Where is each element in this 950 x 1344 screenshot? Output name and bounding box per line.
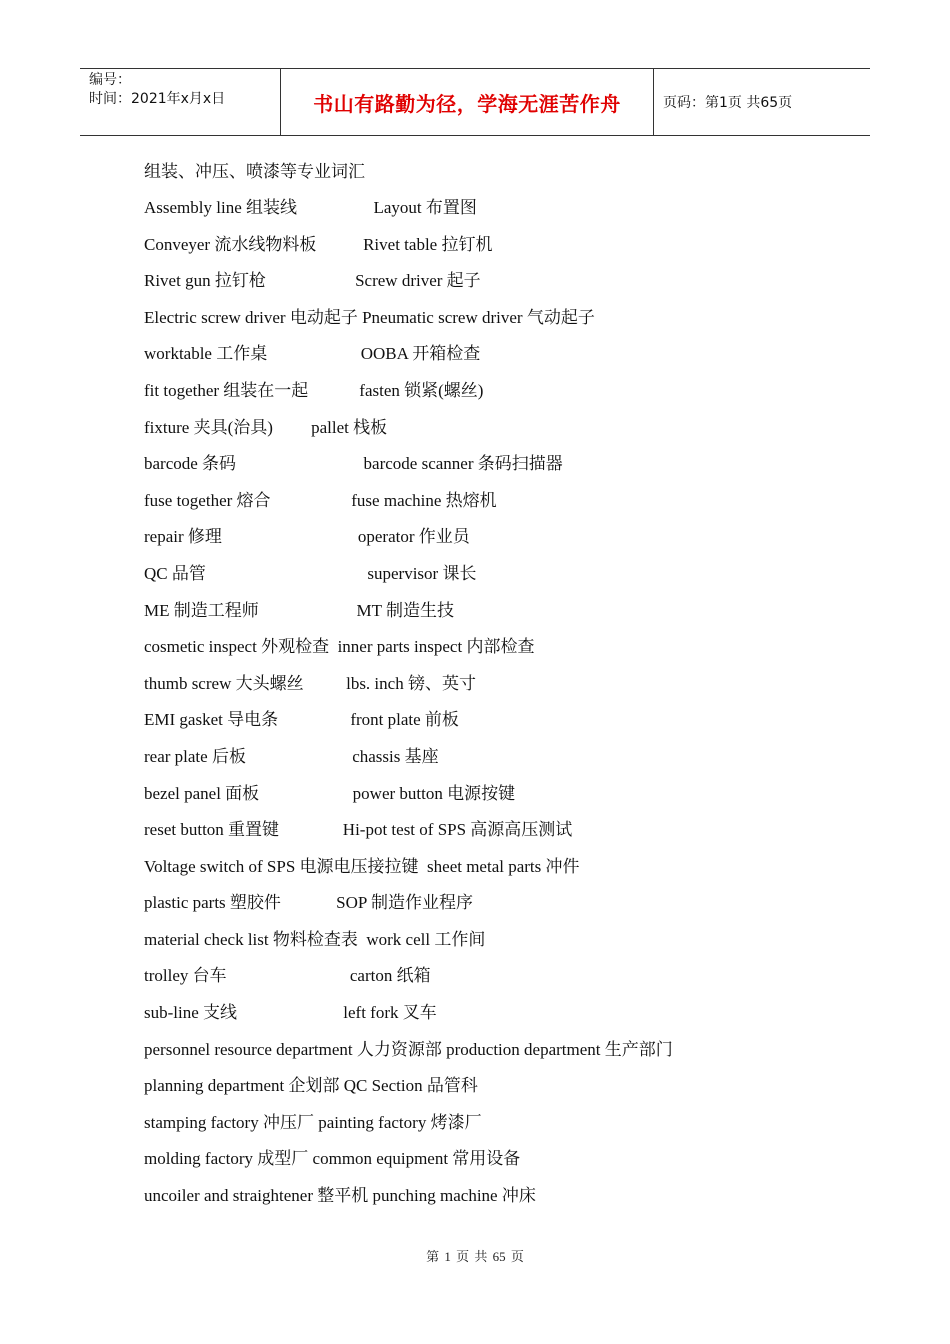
- vocabulary-line: Voltage switch of SPS 电源电压接拉键 sheet metal parts 冲件: [144, 856, 580, 876]
- vocabulary-line: reset button 重置键 Hi-pot test of SPS 高源高压测试: [144, 820, 573, 840]
- vocabulary-line: QC 品管 supervisor 课长: [144, 563, 477, 583]
- time-label: 时间：2021年x月x日: [89, 91, 226, 107]
- header-motto-cell: [281, 69, 654, 135]
- vocabulary-line: barcode 条码 barcode scanner 条码扫描器: [144, 454, 563, 474]
- page-header: [80, 68, 870, 136]
- document-title: 组装、冲压、喷漆等专业词汇: [144, 162, 365, 181]
- vocabulary-line: fixture 夹具(治具) pallet 栈板: [144, 417, 388, 437]
- vocabulary-line: Assembly line 组装线 Layout 布置图: [144, 198, 477, 217]
- header-meta-cell: [80, 69, 281, 135]
- header-motto: 书山有路勤为径，学海无涯苦作舟: [313, 91, 621, 116]
- vocabulary-line: Electric screw driver 电动起子 Pneumatic screw driver 气动起子: [144, 307, 595, 327]
- vocabulary-line: fit together 组装在一起 fasten 锁紧(螺丝): [144, 380, 484, 400]
- vocabulary-line: uncoiler and straightener 整平机 punching machine 冲床: [144, 1186, 536, 1206]
- vocabulary-line: personnel resource department 人力资源部 production department 生产部门: [144, 1039, 673, 1059]
- vocabulary-line: sub-line 支线 left fork 叉车: [144, 1003, 437, 1023]
- vocabulary-line: Rivet gun 拉钉枪 Screw driver 起子: [144, 271, 481, 291]
- vocabulary-line: cosmetic inspect 外观检查 inner parts inspect 内部检查: [144, 637, 535, 657]
- vocabulary-line: stamping factory 冲压厂 painting factory 烤漆厂: [144, 1112, 482, 1132]
- vocabulary-line: trolley 台车 carton 纸箱: [144, 966, 431, 986]
- page-footer: 第 1 页 共 65 页: [426, 1249, 524, 1264]
- vocabulary-line: EMI gasket 导电条 front plate 前板: [144, 710, 459, 730]
- vocabulary-line: repair 修理 operator 作业员: [144, 527, 470, 547]
- vocabulary-line: ME 制造工程师 MT 制造生技: [144, 600, 454, 620]
- vocabulary-line: planning department 企划部 QC Section 品管科: [144, 1076, 478, 1096]
- header-page-cell: [654, 69, 870, 135]
- vocabulary-line: plastic parts 塑胶件 SOP 制造作业程序: [144, 893, 473, 913]
- header-page-info: 页码：第1页 共65页: [663, 95, 793, 111]
- vocabulary-line: bezel panel 面板 power button 电源按键: [144, 783, 516, 803]
- vocabulary-line: thumb screw 大头螺丝 lbs. inch 镑、英寸: [144, 673, 476, 693]
- vocabulary-list: [144, 196, 673, 1221]
- vocabulary-line: molding factory 成型厂 common equipment 常用设备: [144, 1149, 521, 1169]
- serial-label: 编号：: [89, 72, 131, 88]
- vocabulary-line: material check list 物料检查表 work cell 工作间: [144, 929, 486, 949]
- vocabulary-line: rear plate 后板 chassis 基座: [144, 746, 439, 766]
- vocabulary-line: worktable 工作桌 OOBA 开箱检查: [144, 344, 481, 364]
- vocabulary-line: fuse together 熔合 fuse machine 热熔机: [144, 490, 497, 510]
- vocabulary-line: Conveyer 流水线物料板 Rivet table 拉钉机: [144, 234, 493, 254]
